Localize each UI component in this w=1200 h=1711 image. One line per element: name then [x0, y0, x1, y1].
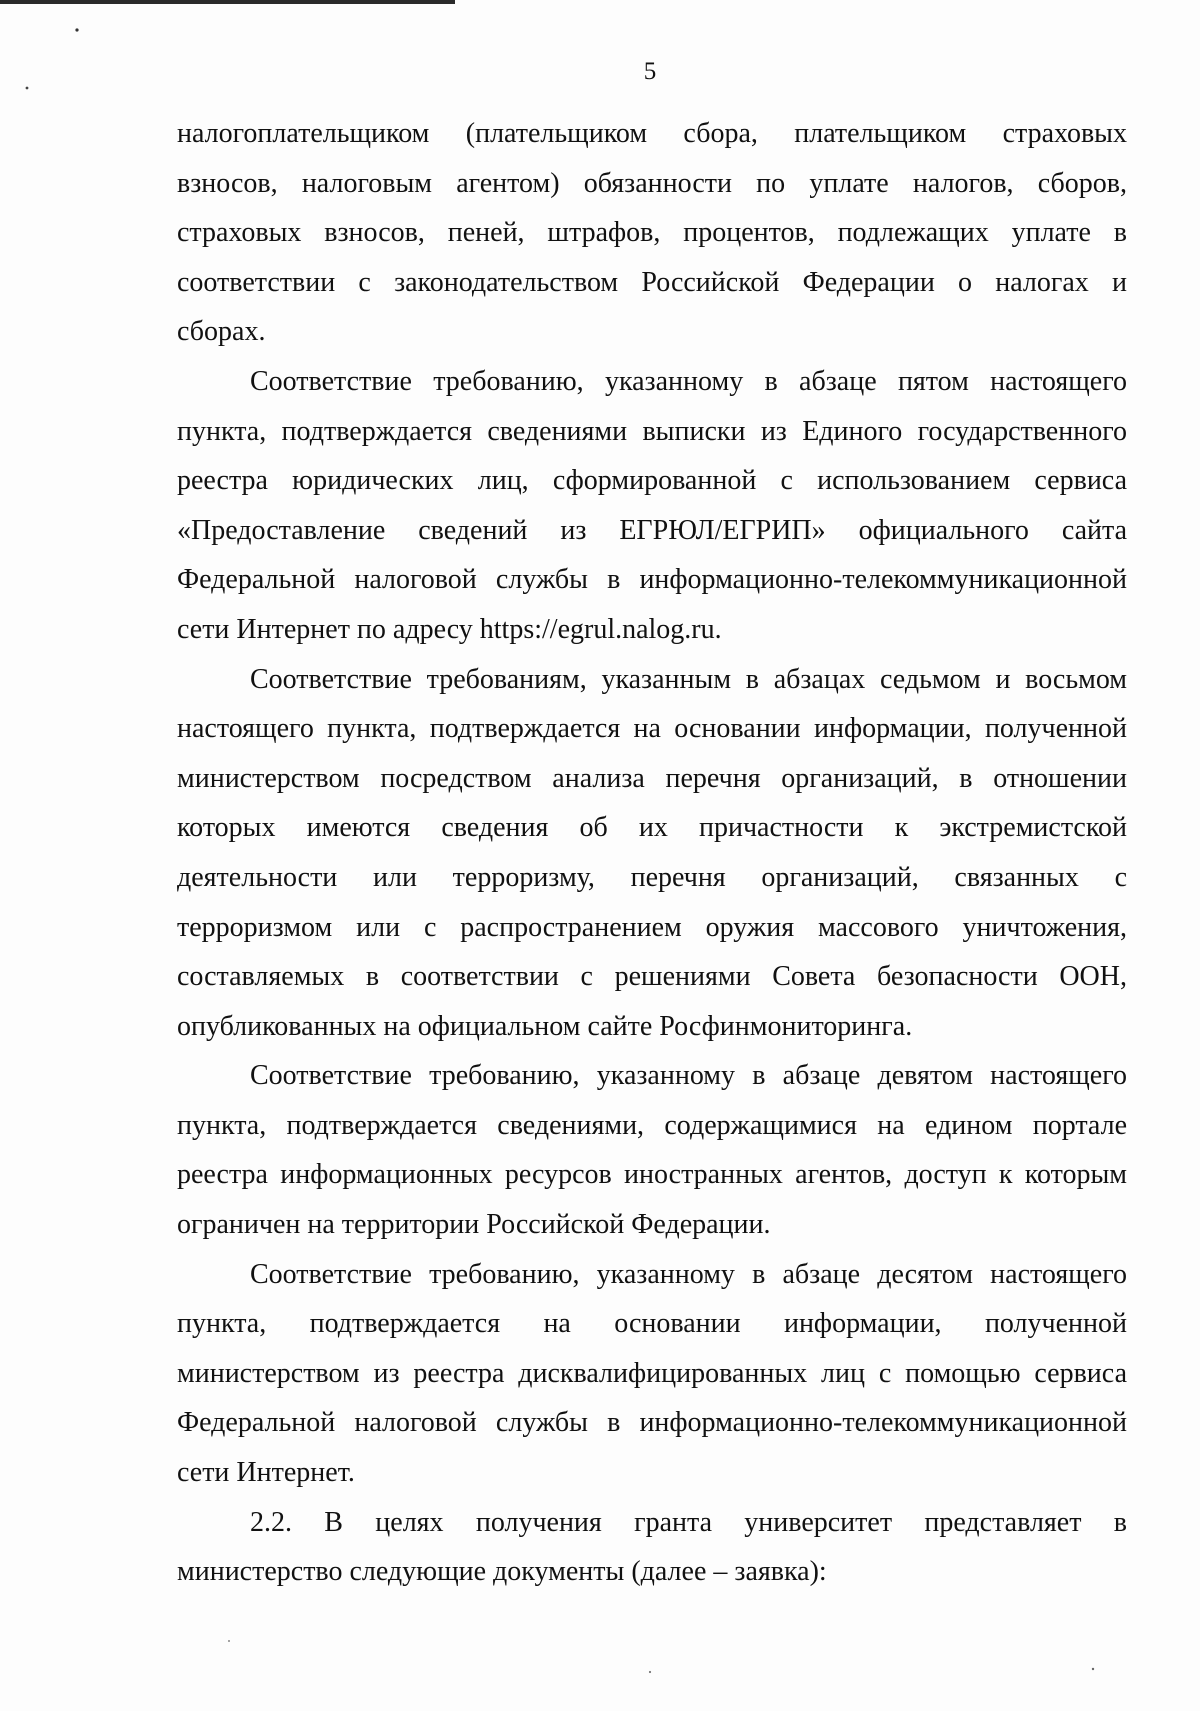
text-line: пункта, подтверждается сведениями выписки из Единого государственного: [177, 415, 1127, 447]
text-line: пункта, подтверждается сведениями, содержащимися на едином портале: [177, 1109, 1127, 1141]
text-line: Федеральной налоговой службы в информационно-телекоммуникационной: [177, 564, 1127, 596]
text-line: сборах.: [177, 316, 266, 348]
text-line: терроризмом или с распространением оружия массового уничтожения,: [177, 911, 1127, 943]
text-line: 2.2. В целях получения гранта университет представляет в: [250, 1506, 1127, 1538]
text-line: Федеральной налоговой службы в информационно-телекоммуникационной: [177, 1407, 1127, 1439]
text-line: Соответствие требованиям, указанным в абзацах седьмом и восьмом: [250, 663, 1127, 695]
paragraph-section-2-2: [177, 1498, 1127, 1597]
text-line: взносов, налоговым агентом) обязанности по уплате налогов, сборов,: [177, 167, 1127, 199]
paragraph-foreign-agents-check: [177, 1051, 1127, 1249]
text-line: настоящего пункта, подтверждается на основании информации, полученной: [177, 713, 1127, 745]
scan-edge-mark: [0, 0, 455, 4]
paragraph-tax-obligations: [177, 109, 1127, 357]
text-line: реестра информационных ресурсов иностранных агентов, доступ к которым: [177, 1159, 1127, 1191]
text-line: реестра юридических лиц, сформированной с использованием сервиса: [177, 465, 1127, 497]
text-line: сети Интернет.: [177, 1457, 355, 1489]
text-line: налогоплательщиком (плательщиком сбора, плательщиком страховых: [177, 118, 1127, 149]
text-line: министерством посредством анализа перечня организаций, в отношении: [177, 762, 1127, 794]
text-line: составляемых в соответствии с решениями Совета безопасности ООН,: [177, 961, 1127, 993]
paragraph-extremism-check: [177, 655, 1127, 1052]
page-number: 5: [643, 58, 657, 85]
text-line: которых имеются сведения об их причастности к экстремистской: [177, 812, 1127, 844]
text-line: деятельности или терроризму, перечня организаций, связанных с: [177, 861, 1127, 893]
text-line: опубликованных на официальном сайте Росфинмониторинга.: [177, 1010, 913, 1042]
text-line: Соответствие требованию, указанному в абзаце десятом настоящего: [250, 1258, 1127, 1290]
document-body: [177, 109, 1127, 1597]
text-line: пункта, подтверждается на основании информации, полученной: [177, 1308, 1127, 1340]
paragraph-egrul-check: [177, 357, 1127, 655]
text-line: сети Интернет по адресу https://egrul.nalog.ru.: [177, 613, 722, 645]
text-line: министерство следующие документы (далее – заявка):: [177, 1556, 827, 1588]
paragraph-disqualified-check: [177, 1250, 1127, 1498]
text-line: Соответствие требованию, указанному в абзаце девятом настоящего: [250, 1060, 1127, 1092]
text-line: страховых взносов, пеней, штрафов, процентов, подлежащих уплате в: [177, 217, 1127, 249]
text-line: министерством из реестра дисквалифицированных лиц с помощью сервиса: [177, 1357, 1127, 1389]
text-line: Соответствие требованию, указанному в абзаце пятом настоящего: [250, 365, 1127, 397]
text-line: ограничен на территории Российской Федерации.: [177, 1209, 771, 1241]
text-line: соответствии с законодательством Российской Федерации о налогах и: [177, 266, 1127, 298]
text-line: «Предоставление сведений из ЕГРЮЛ/ЕГРИП» официального сайта: [177, 514, 1127, 546]
